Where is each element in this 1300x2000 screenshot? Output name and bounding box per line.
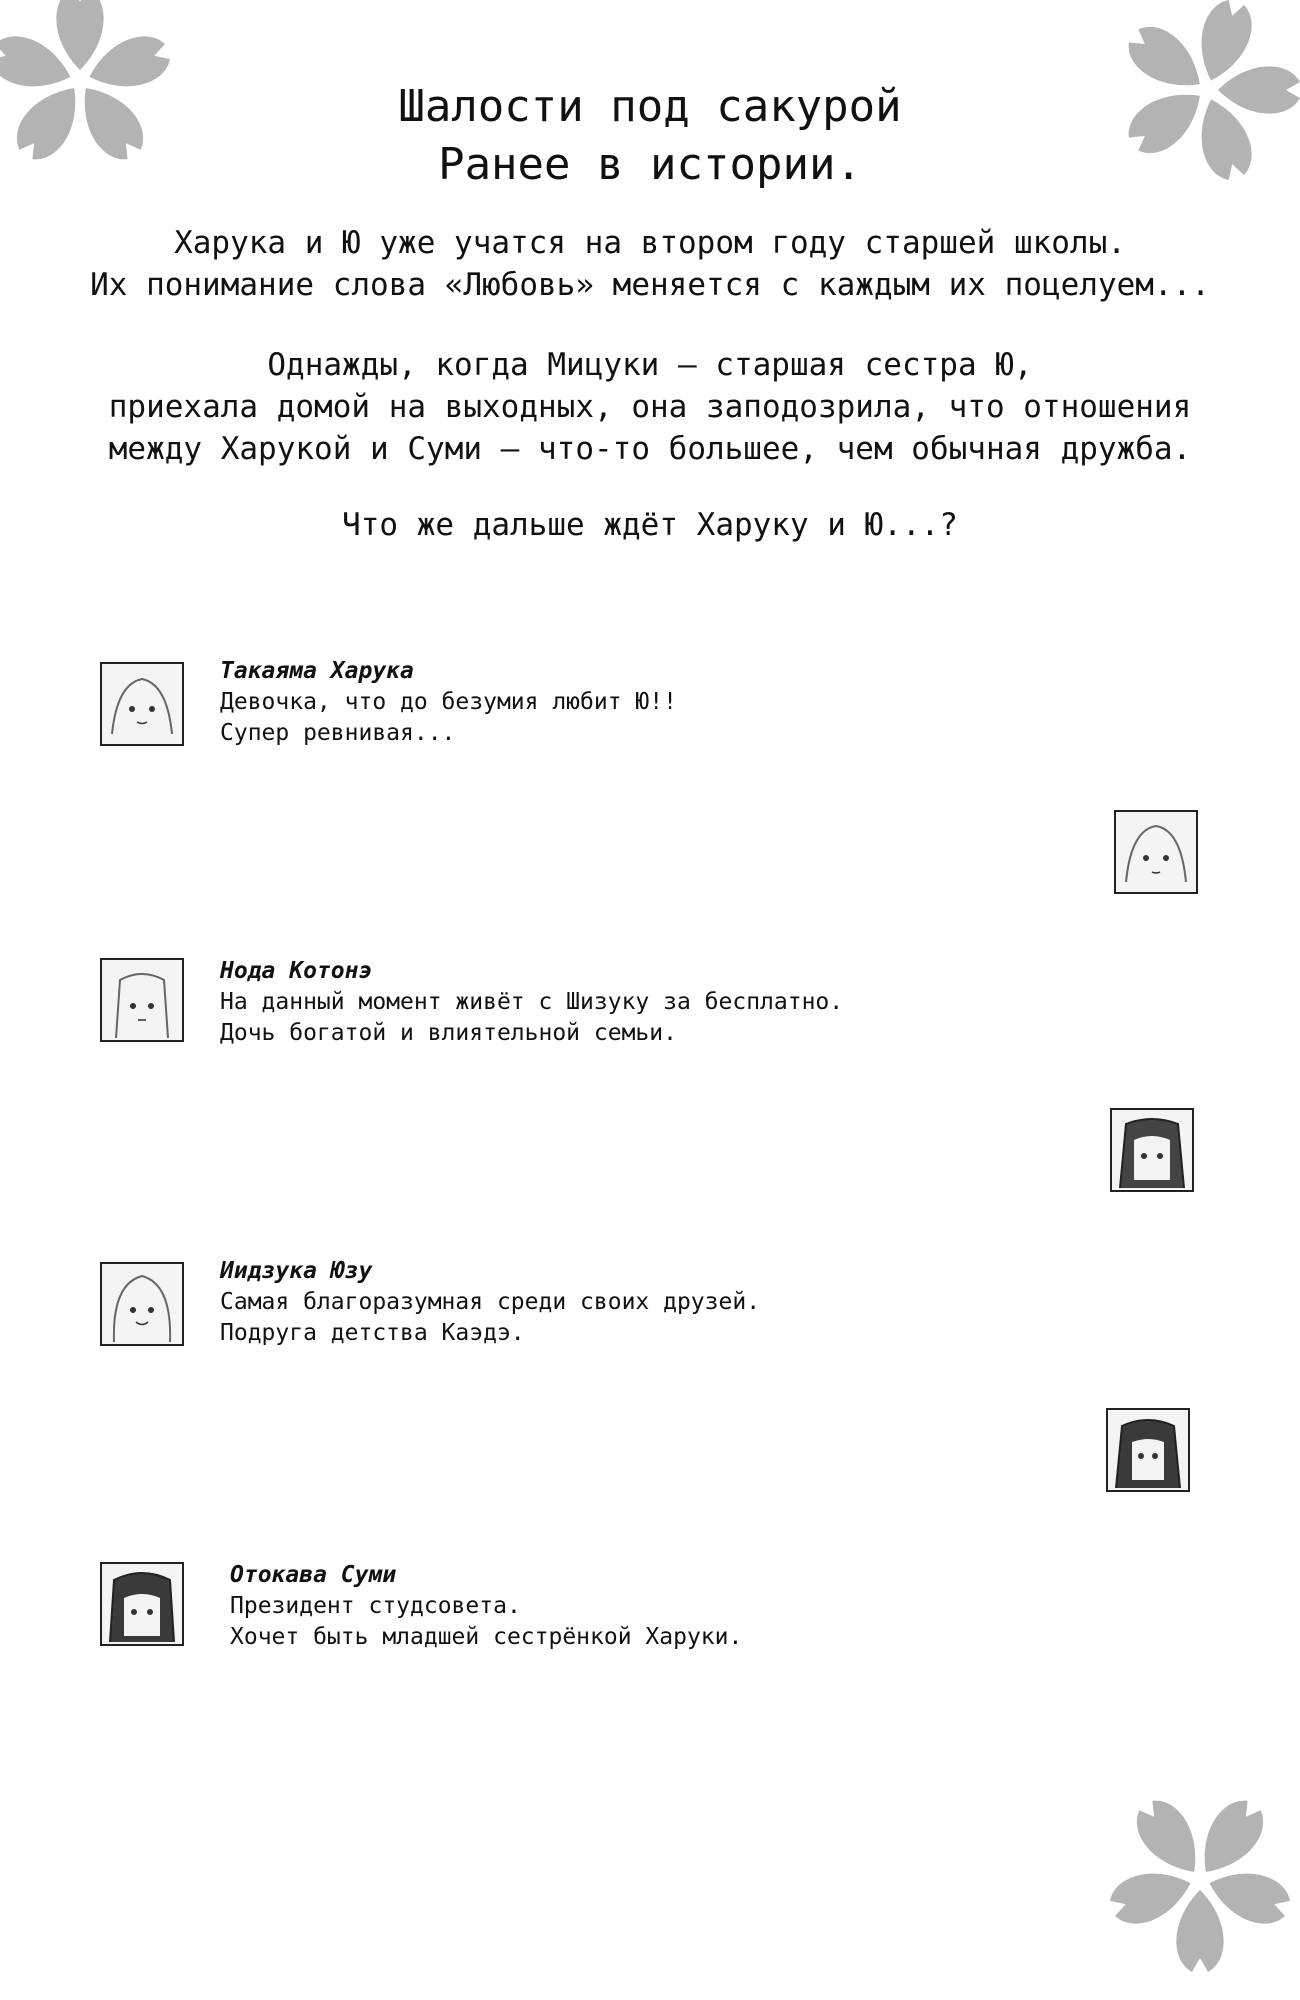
character-desc-line: Супер ревнивая... [220, 720, 456, 746]
page-title [0, 78, 1300, 194]
intro-line: Их понимание слова «Любовь» меняется с каждым их поцелуем... [90, 267, 1210, 303]
character-desc-line: Хочет быть младшей сестрёнкой Харуки. [230, 1624, 743, 1650]
character-name: Отокава Суми [230, 1562, 397, 1588]
intro-paragraph-3 [0, 504, 1300, 546]
character-name: Нода Котонэ [220, 958, 373, 984]
intro-paragraph-1 [0, 222, 1300, 306]
character-portrait [1114, 810, 1198, 894]
intro-line: между Харукой и Суми — что-то большее, чем обычная дружба. [108, 431, 1192, 467]
intro-paragraph-2 [0, 344, 1300, 470]
character-name: Такаяма Харука [220, 658, 414, 684]
character-portrait [1106, 1408, 1190, 1492]
character-desc-line: Дочь богатой и влиятельной семьи. [220, 1020, 677, 1046]
character-portrait [100, 1562, 184, 1646]
character-desc-line: Президент студсовета. [230, 1593, 521, 1619]
character-portrait [100, 1262, 184, 1346]
character-desc-line: На данный момент живёт с Шизуку за бесплатно. [220, 989, 844, 1015]
intro-line: Что же дальше ждёт Харуку и Ю...? [342, 507, 958, 543]
character-portrait [100, 662, 184, 746]
sakura-flower-icon [1100, 1780, 1300, 1980]
title-line-1: Шалости под сакурой [398, 81, 902, 132]
intro-line: Однажды, когда Мицуки — старшая сестра Ю, [267, 347, 1033, 383]
character-desc-line: Подруга детства Каэдэ. [220, 1320, 525, 1346]
title-line-2: Ранее в истории. [438, 139, 862, 190]
character-desc-line: Девочка, что до безумия любит Ю!! [220, 689, 677, 715]
intro-line: приехала домой на выходных, она заподозрила, что отношения [108, 389, 1192, 425]
intro-line: Харука и Ю уже учатся на втором году старшей школы. [174, 225, 1126, 261]
character-desc-line: Самая благоразумная среди своих друзей. [220, 1289, 761, 1315]
character-portrait [100, 958, 184, 1042]
character-portrait [1110, 1108, 1194, 1192]
character-name: Иидзука Юзу [220, 1258, 373, 1284]
